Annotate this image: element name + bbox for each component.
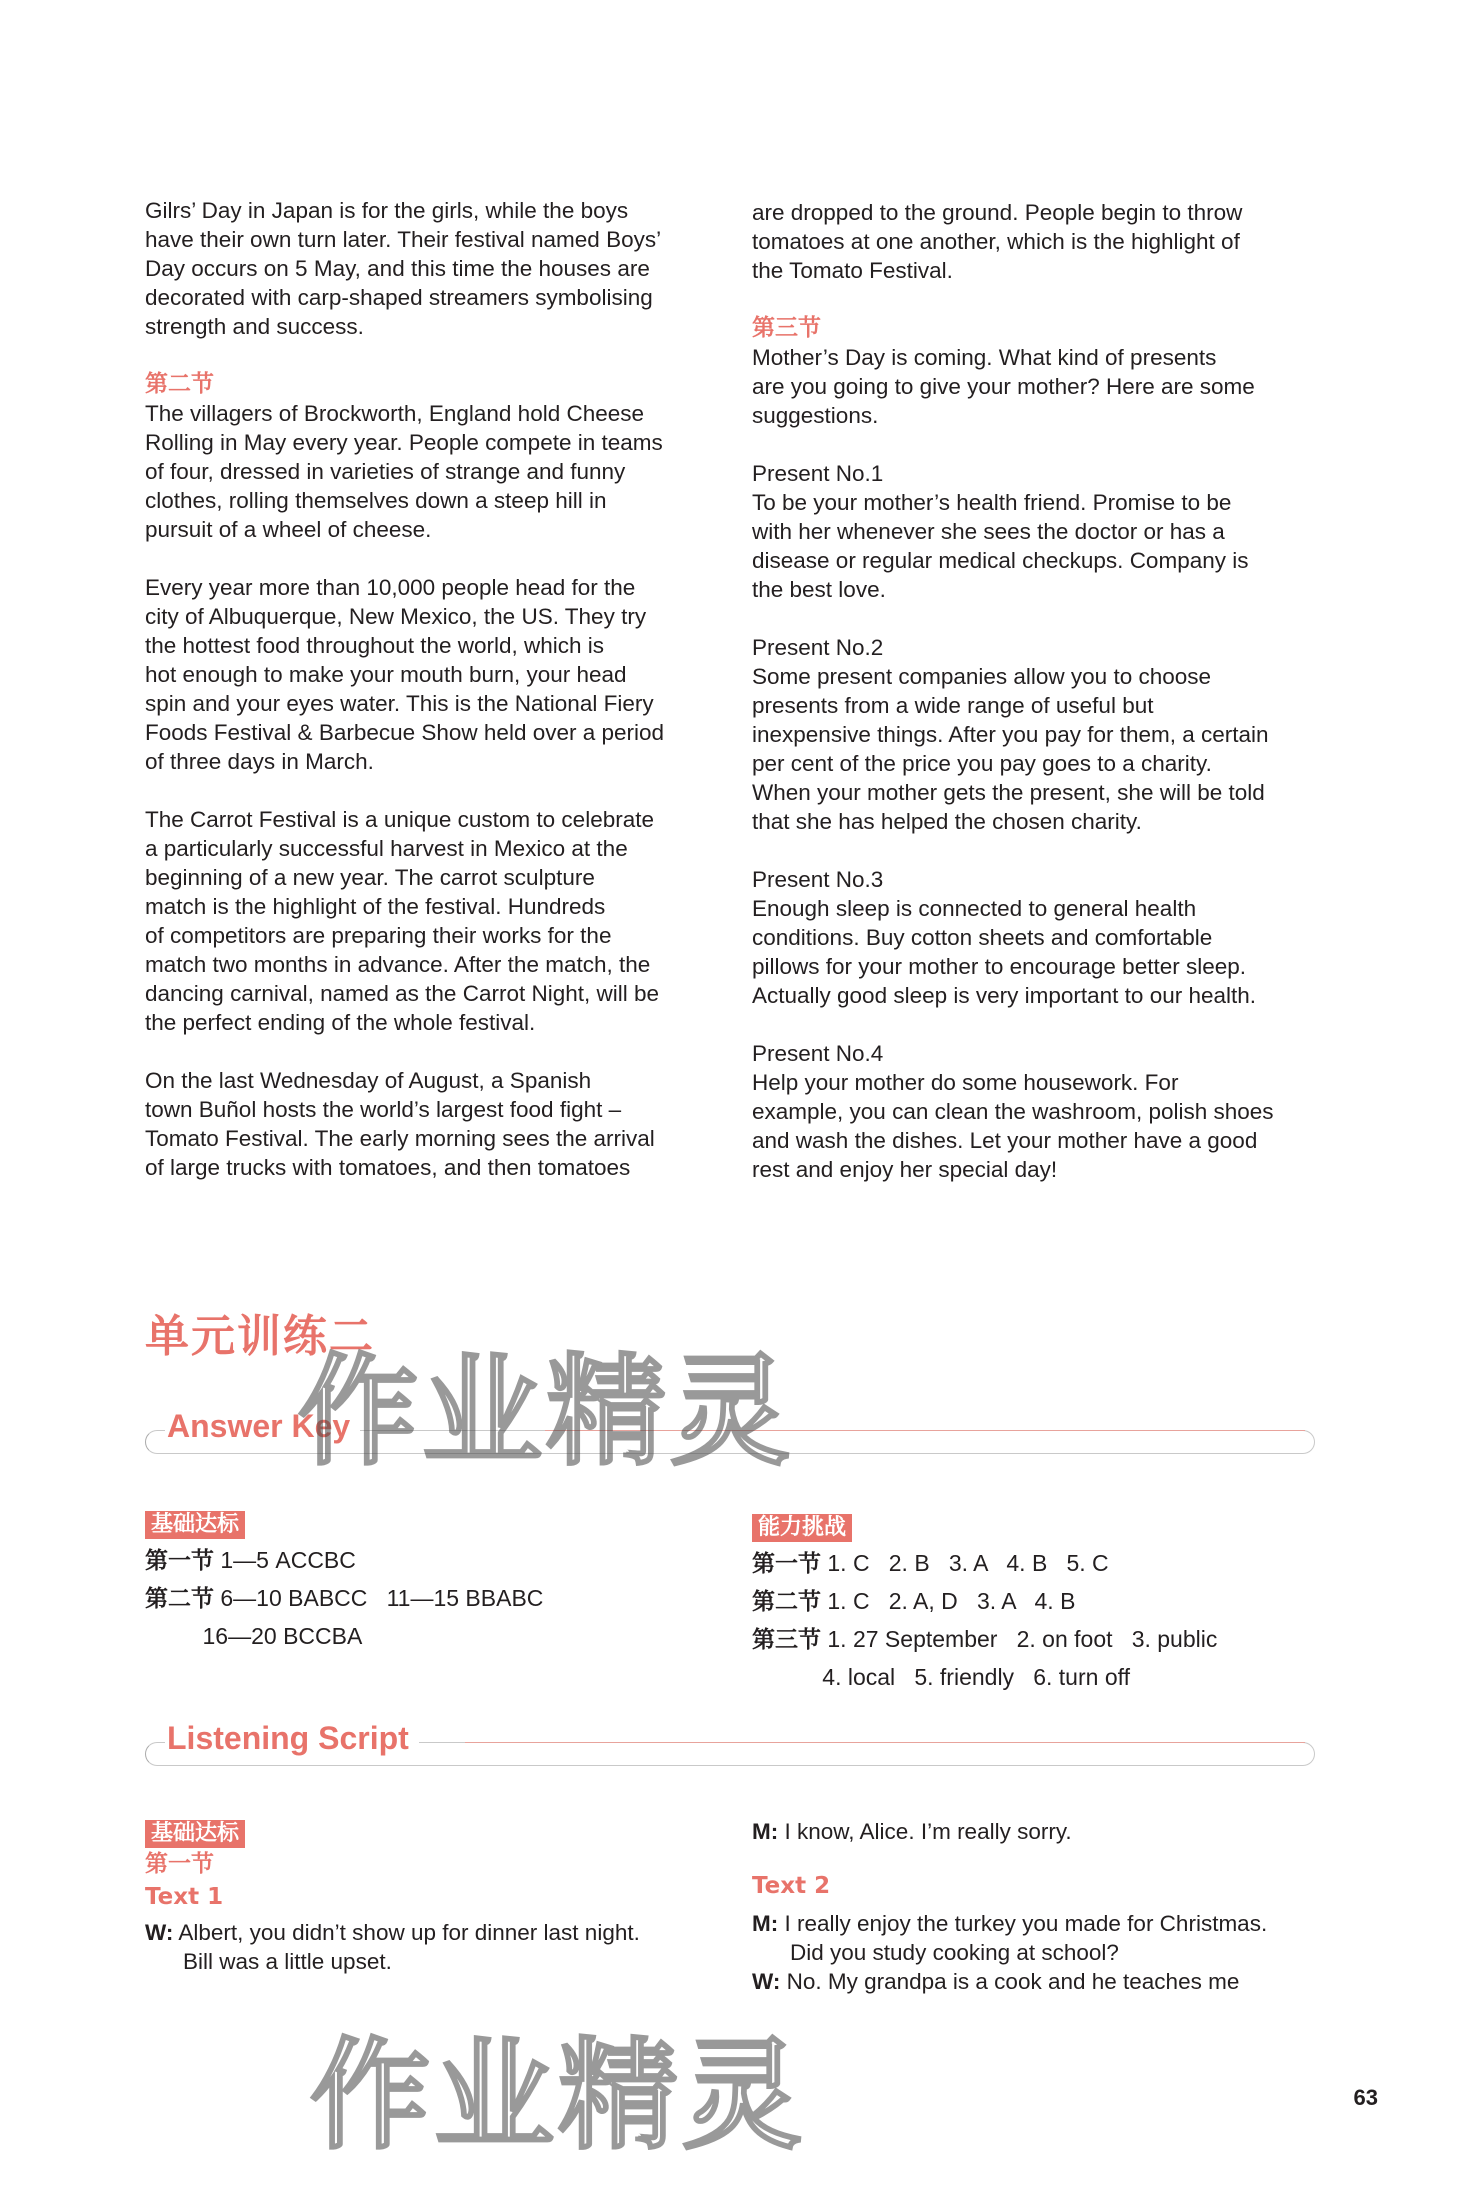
section-heading: 第二节 [145,371,214,397]
answer-row-text: 1. C 2. A, D 3. A 4. B [821,1588,1076,1614]
paragraph: Present No.2 Some present companies allow you to choose presents from a wide range of useful but inexpensive things. After you pay for them, a certain per cent of the price you pay goes to a charity. When your mother gets the present, she will be told that she has helped the chosen charity. [752,635,1269,834]
answer-key-band [145,1408,1315,1450]
answer-row [145,1580,543,1618]
answer-row-text: 6—10 BABCC 11—15 BBABC [214,1585,544,1611]
paragraph: Present No.4 Help your mother do some housework. For example, you can clean the washroom, polish shoes and wash the dishes. Let your mother have a good rest and enjoy her special day! [752,1041,1274,1182]
listening-tag: 基础达标 [145,1820,245,1848]
answer-key-band-line [545,1430,1305,1431]
answer-row-prefix: 第二节 [752,1589,821,1615]
dialogue-line: M: I really enjoy the turkey you made for Christmas. Did you study cooking at school? [752,1911,1268,1965]
answer-row [752,1621,1217,1659]
paragraph: The Carrot Festival is a unique custom to celebrate a particularly successful harvest in Mexico at the beginning of a new year. The carrot sculpture match is the highlight of the festival. Hundreds of competitors are preparing their works for the match two months in advance. After the match, the dancing carnival, named as the Carrot Night, will be the perfect ending of the whole festival. [145,807,660,1035]
paragraph: Gilrs’ Day in Japan is for the girls, while the boys have their own turn later. Their festival named Boys’ Day occurs on 5 May, and this time the houses are decorated with carp-shaped streamers symbolising strength and success. [145,198,662,339]
listening-script-band [145,1720,1315,1762]
unit-title: 单元训练二 [145,1311,375,1362]
answer-key-basic [145,1505,543,1656]
text2-label: Text 2 [752,1873,831,1899]
answer-row-text: 4. local 5. friendly 6. turn off [752,1664,1130,1690]
dialogue-line: W: No. My grandpa is a cook and he teaches me [752,1969,1240,1994]
paragraph: Every year more than 10,000 people head for the city of Albuquerque, New Mexico, the US. They try the hottest food throughout the world, which is hot enough to make your mouth burn, your head spin and your eyes water. This is the National Fiery Foods Festival & Barbecue Show held over a period of three days in March. [145,575,665,774]
answer-row [145,1542,543,1580]
answer-row-text: 16—20 BCCBA [145,1623,363,1649]
answer-row [752,1583,1217,1621]
paragraph: On the last Wednesday of August, a Spanish town Buñol hosts the world’s largest food fight – Tomato Festival. The early morning sees the arrival of large trucks with tomatoes, and then tomatoes [145,1068,655,1180]
text1-label: Text 1 [145,1884,224,1910]
paragraph: The villagers of Brockworth, England hold Cheese Rolling in May every year. People compete in teams of four, dressed in varieties of strange and funny clothes, rolling themselves down a steep hill in pursuit of a wheel of cheese. [145,401,663,542]
answer-key-heading: Answer Key [165,1408,360,1445]
answer-row [145,1618,543,1656]
listening-left [145,1818,715,1976]
dialogue-line: W: Albert, you didn’t show up for dinner last night. Bill was a little upset. [145,1920,640,1974]
answer-key-advanced [752,1508,1217,1697]
advanced-tag: 能力挑战 [752,1514,852,1542]
dialogue-line: M: I know, Alice. I’m really sorry. [752,1819,1072,1844]
answer-row [752,1659,1217,1697]
answer-row-text: 1. 27 September 2. on foot 3. public [821,1626,1218,1652]
page-number: 63 [1353,2085,1378,2110]
watermark-top: 作业精灵 [298,1343,794,1482]
answer-row-prefix: 第三节 [752,1627,821,1653]
paragraph: Present No.1 To be your mother’s health friend. Promise to be with her whenever she sees the doctor or has a disease or regular medical checkups. Company is the best love. [752,461,1249,602]
reading-column-left [145,196,715,1182]
answer-row-text: 1. C 2. B 3. A 4. B 5. C [821,1550,1109,1576]
answer-row [752,1545,1217,1583]
listening-script-heading: Listening Script [165,1720,419,1757]
listening-band-line [465,1742,1305,1743]
answer-row-prefix: 第二节 [145,1586,214,1612]
listening-right [752,1817,1332,1996]
listening-section: 第一节 [145,1851,214,1877]
section-heading: 第三节 [752,315,821,341]
paragraph: Mother’s Day is coming. What kind of presents are you going to give your mother? Here are some suggestions. [752,345,1255,428]
basic-tag: 基础达标 [145,1511,245,1539]
answer-row-prefix: 第一节 [752,1551,821,1577]
paragraph: are dropped to the ground. People begin to throw tomatoes at one another, which is the highlight of the Tomato Festival. [752,200,1243,283]
answer-row-prefix: 第一节 [145,1548,214,1574]
answer-row-text: 1—5 ACCBC [214,1547,356,1573]
reading-column-right [752,198,1332,1184]
watermark-bottom: 作业精灵 [310,2027,806,2166]
paragraph: Present No.3 Enough sleep is connected to general health conditions. Buy cotton sheets and comfortable pillows for your mother to encourage better sleep. Actually good sleep is very important to our health. [752,867,1257,1008]
